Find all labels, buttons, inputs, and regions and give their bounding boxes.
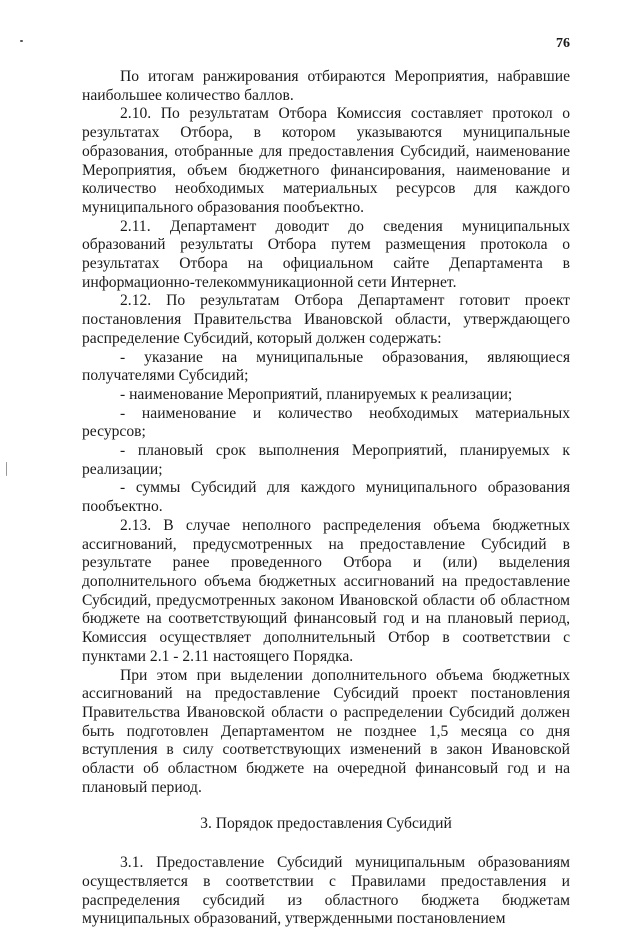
list-item: - наименование и количество необходимых материальных ресурсов; bbox=[82, 404, 570, 441]
paragraph-2-12: 2.12. По результатам Отбора Департамент готовит проект постановления Правительства Ивановской области, утверждающего распределение Субсидий, который должен содержать: bbox=[82, 292, 570, 347]
section-heading: 3. Порядок предоставления Субсидий bbox=[200, 815, 452, 833]
paragraph-2-11: 2.11. Департамент доводит до сведения муниципальных образований результаты Отбора путем размещения протокола о результатах Отбора на официальном сайте Департамента в информационно-телекоммуникационной сети Интернет. bbox=[82, 217, 570, 291]
document-body bbox=[82, 68, 570, 929]
list-item: - наименование Мероприятий, планируемых к реализации; bbox=[120, 385, 513, 403]
scan-speck-top bbox=[20, 40, 23, 42]
paragraph-additional-allocation: При этом при выделении дополнительного объема бюджетных ассигнований на предоставление Субсидий проект постановления Правительства Ивановской области о распределении Субсидий должен быть подготовлен Департаментом не позднее 1,5 месяца со дня вступления в силу соответствующих изменений в закон Ивановской области об областном бюджете на очередной финансовый год и на плановый период. bbox=[82, 666, 570, 796]
paragraph-ranking: По итогам ранжирования отбираются Мероприятия, набравшие наибольшее количество баллов. bbox=[82, 68, 570, 104]
paragraph-2-13: 2.13. В случае неполного распределения объема бюджетных ассигнований, предусмотренных на предоставление Субсидий в результате ранее проведенного Отбора и (или) выделения дополнительного объема бюджетных ассигнований на предоставление Субсидий, предусмотренных законом Ивановской области об областном бюджете на соответствующий финансовый год и на плановый период, Комиссия осуществляет дополнительный Отбор в соответствии с пунктами 2.1 - 2.11 настоящего Порядка. bbox=[82, 516, 570, 665]
list-item: - плановый срок выполнения Мероприятий, планируемых к реализации; bbox=[82, 442, 570, 478]
list-item: - суммы Субсидий для каждого муниципального образования пообъектно. bbox=[82, 479, 570, 516]
page-number: 76 bbox=[556, 36, 570, 51]
paragraph-2-10: 2.10. По результатам Отбора Комиссия составляет протокол о результатах Отбора, в котором указываются муниципальные образования, отобранные для предоставления Субсидий, наименование Мероприятия, объем бюджетного финансирования, наименование и количество необходимых материальных ресурсов для каждого муниципального образования пообъектно. bbox=[82, 105, 570, 216]
paragraph-3-1: 3.1. Предоставление Субсидий муниципальным образованиям осуществляется в соответствии с Правилами предоставления и распределения субсидий из областного бюджета бюджетам муниципальных образований, утвержденными постановлением bbox=[82, 854, 570, 928]
scan-speck-left bbox=[6, 462, 7, 476]
list-item: - указание на муниципальные образования, являющиеся получателями Субсидий; bbox=[82, 348, 570, 385]
